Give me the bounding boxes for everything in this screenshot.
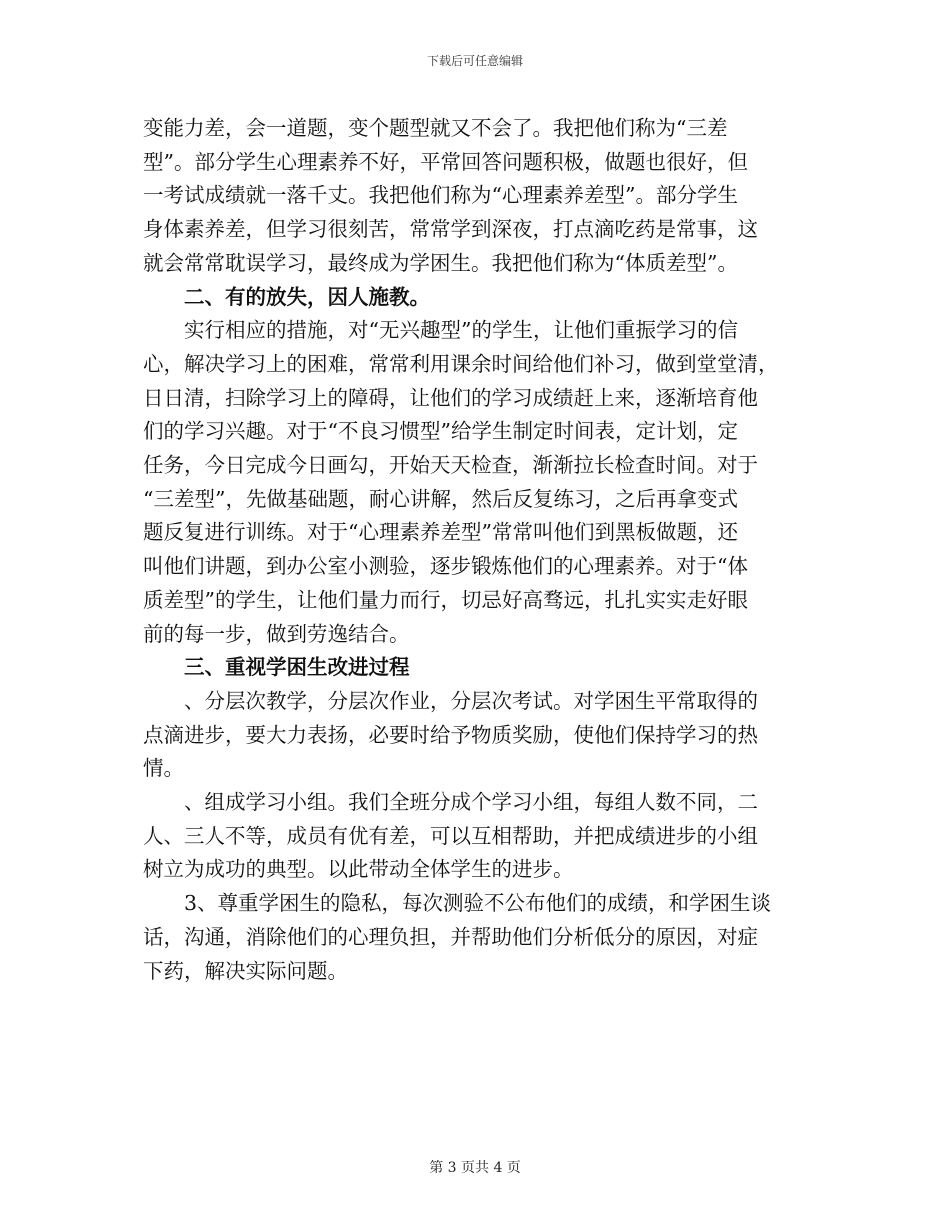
- heading-text: 三、重视学困生改进过程: [184, 655, 410, 680]
- document-body: [143, 112, 808, 988]
- text-line: 日日清，扫除学习上的障碍，让他们的学习成绩赶上来，逐渐培育他: [143, 385, 758, 410]
- paragraph-3: [143, 685, 808, 786]
- text-line: 树立为成功的典型。以此带动全体学生的进步。: [143, 857, 574, 882]
- paragraph-1: [143, 112, 808, 281]
- heading-text: 二、有的放失，因人施教。: [184, 284, 430, 309]
- section-heading-3: [143, 651, 808, 685]
- text-line: “三差型”，先做基础题，耐心讲解，然后反复练习，之后再拿变式: [143, 486, 738, 511]
- text-line: 型”。部分学生心理素养不好，平常回答问题积极，做题也很好，但: [143, 149, 748, 174]
- text-line: 实行相应的措施，对“无兴趣型”的学生，让他们重振学习的信: [184, 318, 738, 343]
- text-line: 点滴进步，要大力表扬，必要时给予物质奖励，使他们保持学习的热: [143, 722, 758, 747]
- text-line: 任务，今日完成今日画勾，开始天天检查，渐渐拉长检查时间。对于: [143, 453, 758, 478]
- text-line: 变能力差，会一道题，变个题型就又不会了。我把他们称为“三差: [143, 116, 728, 140]
- text-line: 3、尊重学困生的隐私，每次测验不公布他们的成绩，和学困生谈: [184, 891, 772, 916]
- paragraph-5: [143, 887, 808, 988]
- text-line: 下药，解决实际问题。: [143, 958, 348, 983]
- text-line: 心，解决学习上的困难，常常利用课余时间给他们补习，做到堂堂清，: [143, 351, 779, 376]
- text-line: 们的学习兴趣。对于“不良习惯型”给学生制定时间表，定计划，定: [143, 419, 738, 444]
- paragraph-4: [143, 786, 808, 887]
- text-line: 、组成学习小组。我们全班分成个学习小组，每组人数不同，二: [184, 790, 758, 815]
- text-line: 话，沟通，消除他们的心理负担，并帮助他们分析低分的原因，对症: [143, 924, 758, 949]
- text-line: 题反复进行训练。对于“心理素养差型”常常叫他们到黑板做题，还: [143, 520, 738, 545]
- text-line: 、分层次教学，分层次作业，分层次考试。对学困生平常取得的: [184, 688, 758, 713]
- text-line: 质差型”的学生，让他们量力而行，切忌好高骛远，扎扎实实走好眼: [143, 587, 748, 612]
- page-footer: 第 3 页共 4 页: [429, 1160, 521, 1176]
- text-line: 身体素养差，但学习很刻苦，常常学到深夜，打点滴吃药是常事，这: [143, 217, 758, 242]
- text-line: 前的每一步，做到劳逸结合。: [143, 621, 410, 646]
- text-line: 一考试成绩就一落千丈。我把他们称为“心理素养差型”。部分学生: [143, 183, 738, 208]
- paragraph-2: [143, 314, 808, 651]
- page-header: 下载后可任意编辑: [426, 54, 523, 68]
- text-line: 叫他们讲题，到办公室小测验，逐步锻炼他们的心理素养。对于“体: [143, 554, 748, 579]
- text-line: 就会常常耽误学习，最终成为学困生。我把他们称为“体质差型”。: [143, 250, 738, 275]
- text-line: 情。: [143, 756, 184, 781]
- section-heading-2: [143, 281, 808, 315]
- text-line: 人、三人不等，成员有优有差，可以互相帮助，并把成绩进步的小组: [143, 823, 758, 848]
